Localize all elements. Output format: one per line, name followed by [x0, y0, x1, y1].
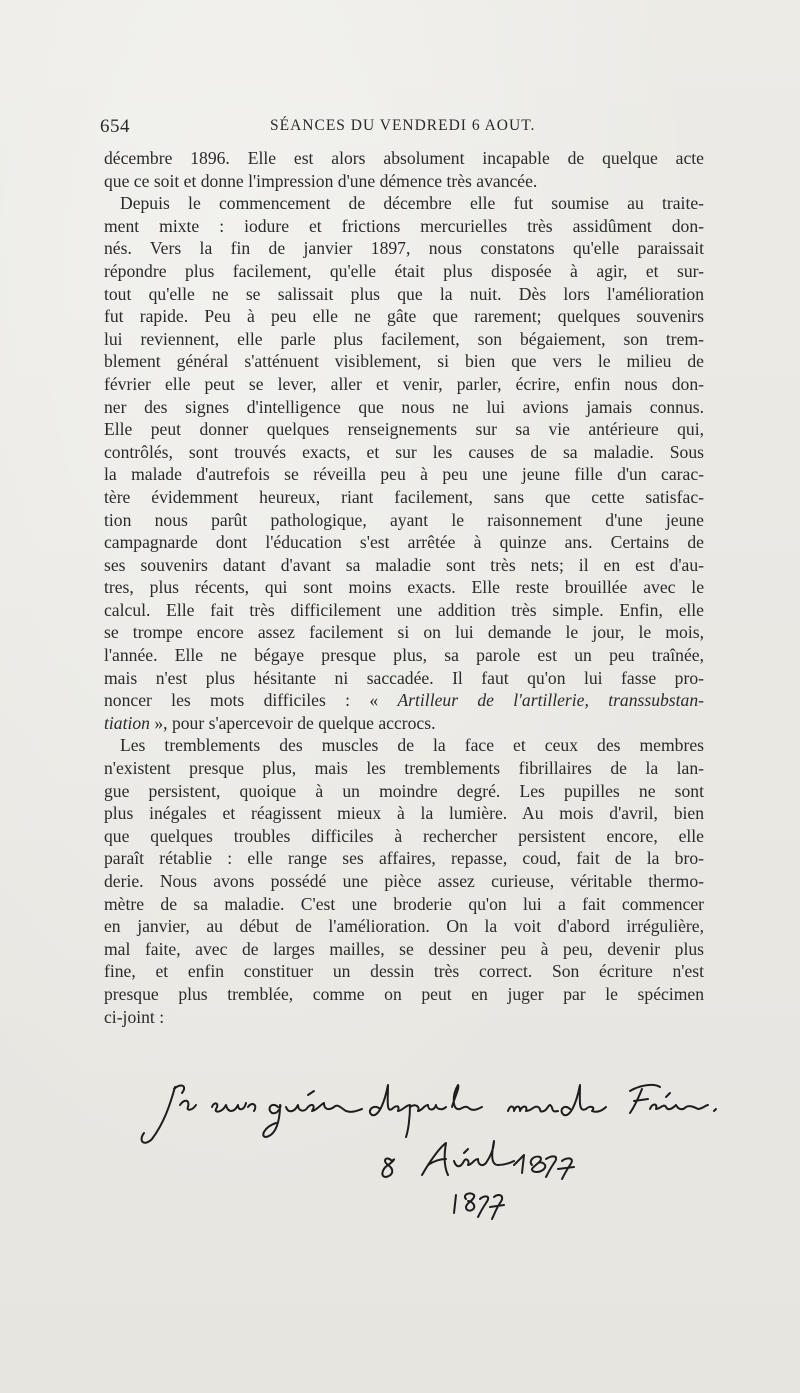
running-head: SÉANCES DU VENDREDI 6 AOUT.: [270, 117, 536, 134]
text-line: répondre plus facilement, qu'elle était plus disposée à agir, et sur-: [104, 260, 704, 281]
text-line: presque plus tremblée, comme on peut en juger par le spécimen: [104, 983, 704, 1004]
text-line: n'existent presque plus, mais les tremblements fibrillaires de la lan-: [104, 758, 704, 779]
body-text: [104, 147, 704, 1028]
text-line: que quelques troubles difficiles à rechercher persistent encore, elle: [104, 825, 704, 846]
text-line: que ce soit et donne l'impression d'une démence très avancée.: [104, 170, 538, 191]
text-line: février elle peut se lever, aller et venir, parler, écrire, enfin nous don-: [104, 373, 704, 394]
text-line: en janvier, au début de l'amélioration. On la voit d'abord irrégulière,: [104, 916, 704, 937]
italic-quote: Artilleur de l'artillerie, transsubstan-: [397, 690, 704, 711]
text-line: plus inégales et réagissent mieux à la lumière. Au mois d'avril, bien: [104, 803, 704, 824]
text-line: se trompe encore assez facilement si on lui demande le jour, le mois,: [104, 622, 704, 643]
text-line: décembre 1896. Elle est alors absolument incapable de quelque acte: [104, 148, 704, 168]
text-line: blement général s'atténuent visiblement, si bien que vers le milieu de: [104, 351, 704, 372]
text-line: l'année. Elle ne bégaye presque plus, sa parole est un peu traînée,: [104, 645, 704, 666]
text-line: campagnarde dont l'éducation s'est arrêtée à quinze ans. Certains de: [104, 532, 704, 553]
text-line: tout qu'elle ne se salissait plus que la nuit. Dès lors l'amélioration: [104, 283, 704, 304]
text-line: tion nous parût pathologique, ayant le raisonnement d'une jeune: [104, 509, 704, 530]
text-line: Les tremblements des muscles de la face et ceux des membres: [120, 735, 704, 756]
page-number: 654: [100, 116, 130, 137]
text-line: lui reviennent, elle parle plus facilement, son bégaiement, son trem-: [104, 328, 704, 349]
text-line: paraît rétablie : elle range ses affaires, repasse, coud, fait de la bro-: [104, 848, 704, 869]
text-line: tres, plus récents, qui sont moins exacts. Elle reste brouillée avec le: [104, 577, 704, 598]
text-line: ses souvenirs datant d'avant sa maladie sont très nets; il en est d'au-: [104, 554, 704, 575]
text-line: calcul. Elle fait très difficilement une addition très simple. Enfin, elle: [104, 599, 704, 620]
text-fragment: », pour s'apercevoir de quelque accrocs.: [149, 712, 436, 733]
text-line-with-quote: [104, 689, 704, 712]
text-line: tère évidemment heureux, riant facilement, sans que cette satisfac-: [104, 486, 704, 507]
handwriting-specimen: [130, 1065, 730, 1225]
text-line: ci-joint :: [104, 1006, 165, 1027]
text-line: Depuis le commencement de décembre elle fut soumise au traite-: [120, 193, 704, 214]
text-line: nés. Vers la fin de janvier 1897, nous constatons qu'elle paraissait: [104, 238, 704, 259]
text-line: mètre de sa maladie. C'est une broderie qu'on lui a fait commencer: [104, 893, 704, 914]
text-line: fine, et enfin constituer un dessin très correct. Son écriture n'est: [104, 961, 704, 982]
text-line: la malade d'autrefois se réveilla peu à peu une jeune fille d'un carac-: [104, 464, 704, 485]
page-header: [100, 116, 704, 140]
text-line: gue persistent, quoique à un moindre degré. Les pupilles ne sont: [104, 780, 704, 801]
italic-quote-end: tiation: [104, 712, 150, 733]
text-line: contrôlés, sont trouvés exacts, et sur les causes de sa maladie. Sous: [104, 441, 704, 462]
handwriting-signature-drawing: [130, 1065, 730, 1225]
text-fragment: noncer les mots difficiles : «: [104, 690, 398, 711]
text-line: fut rapide. Peu à peu elle ne gâte que rarement; quelques souvenirs: [104, 306, 704, 327]
text-line: Elle peut donner quelques renseignements sur sa vie antérieure qui,: [104, 419, 704, 440]
text-line: derie. Nous avons possédé une pièce assez curieuse, véritable thermo-: [104, 871, 704, 891]
text-line: mais n'est plus hésitante ni saccadée. Il faut qu'on lui fasse pro-: [104, 667, 704, 688]
text-line-with-quote-end: [104, 712, 704, 735]
text-line: ner des signes d'intelligence que nous ne lui avions jamais connus.: [104, 396, 704, 417]
text-line: mal faite, avec de larges mailles, se dessiner peu à peu, devenir plus: [104, 938, 704, 959]
text-line: ment mixte : iodure et frictions mercurielles très assidûment don-: [104, 215, 704, 236]
